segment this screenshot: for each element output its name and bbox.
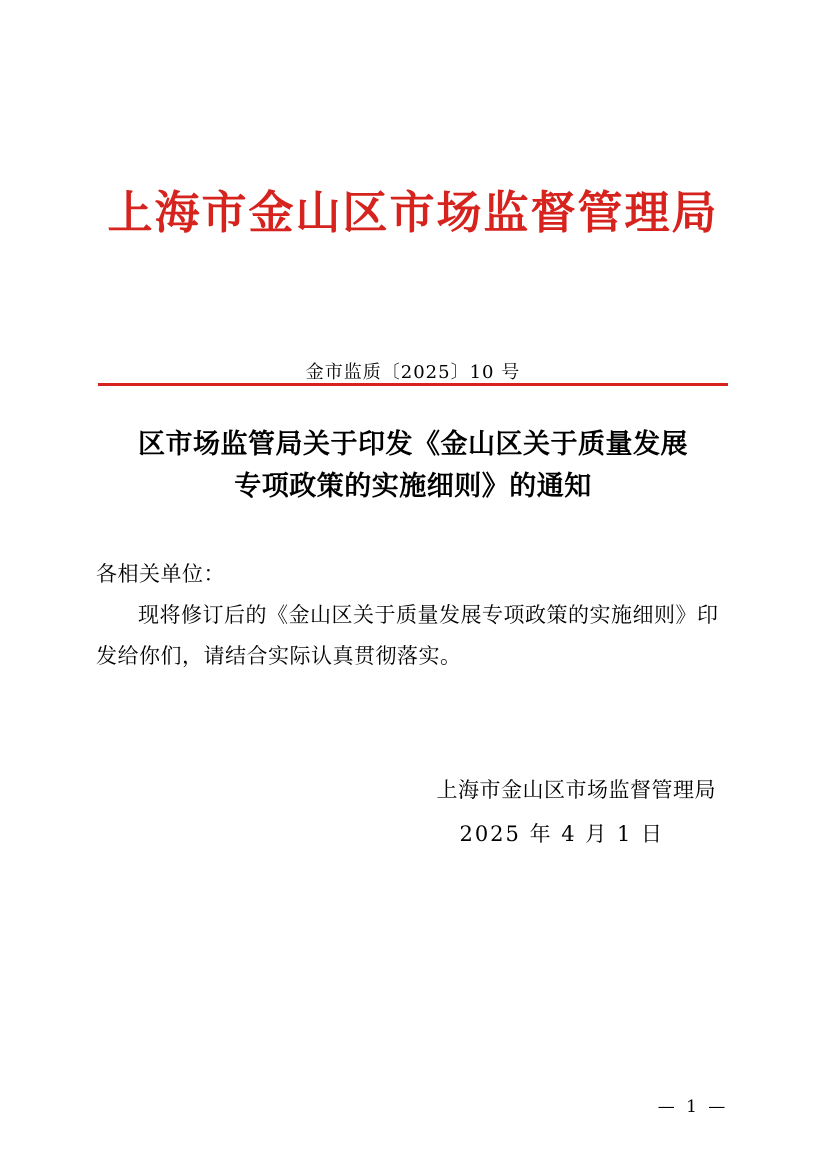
document-title-line-1: 区市场监管局关于印发《金山区关于质量发展 <box>138 429 688 460</box>
document-title <box>98 424 728 508</box>
salutation: 各相关单位： <box>96 562 225 586</box>
red-divider-rule <box>98 383 728 386</box>
document-body <box>96 554 730 677</box>
page-number: — 1 — <box>657 1097 729 1117</box>
issuing-agency-title: 上海市金山区市场监督管理局 <box>107 186 719 239</box>
document-header <box>0 186 826 240</box>
document-number: 金市监质〔2025〕10 号 <box>305 362 521 383</box>
signature-organization: 上海市金山区市场监督管理局 <box>436 778 716 802</box>
document-title-line-2: 专项政策的实施细则》的通知 <box>234 470 592 502</box>
signature-block <box>96 768 730 856</box>
signature-date: 2025 年 4 月 1 日 <box>459 822 664 847</box>
body-paragraph: 现将修订后的《金山区关于质量发展专项政策的实施细则》印发给你们，请结合实际认真贯彻落实。 <box>96 602 719 668</box>
